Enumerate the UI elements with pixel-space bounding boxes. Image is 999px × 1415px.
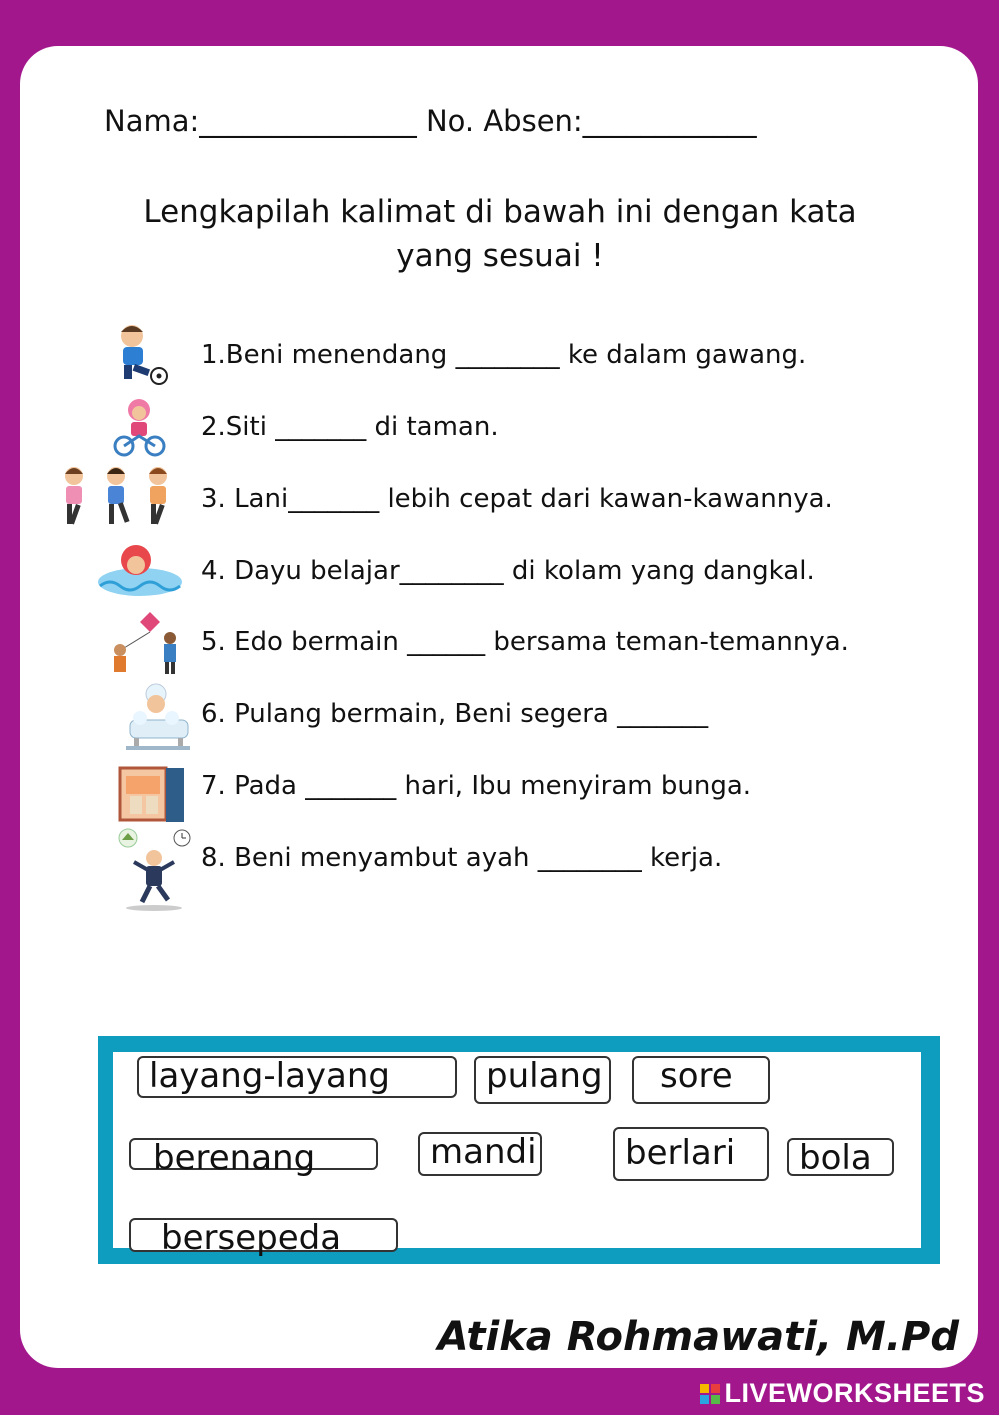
instruction — [90, 190, 910, 278]
question-8: 8. Beni menyambut ayah ________ kerja. — [201, 843, 723, 873]
soccer-boy-icon — [108, 322, 170, 386]
instruction-line-1: Lengkapilah kalimat di bawah ini dengan kata — [143, 194, 857, 230]
word-chip-sore[interactable]: sore — [632, 1056, 770, 1104]
kids-kite-icon — [104, 608, 184, 680]
liveworksheets-logo-icon — [700, 1384, 720, 1404]
father-going-home-icon — [118, 826, 194, 912]
boy-bathing-icon — [126, 682, 192, 756]
question-4: 4. Dayu belajar________ di kolam yang dangkal. — [201, 556, 815, 586]
word-chip-pulang[interactable]: pulang — [474, 1056, 611, 1104]
name-and-absen-line: Nama:_______________ No. Absen:____________ — [104, 104, 757, 138]
window-evening-icon — [118, 766, 186, 824]
word-chip-bola[interactable]: bola — [787, 1138, 894, 1176]
girl-swimming-icon — [96, 538, 184, 600]
word-chip-berenang[interactable]: berenang — [129, 1138, 378, 1170]
word-chip-bersepeda[interactable]: bersepeda — [129, 1218, 398, 1252]
liveworksheets-watermark — [700, 1378, 985, 1409]
question-3: 3. Lani_______ lebih cepat dari kawan-kawannya. — [201, 484, 833, 514]
word-bank-inner — [113, 1052, 921, 1258]
question-6: 6. Pulang bermain, Beni segera _______ — [201, 699, 709, 729]
word-chip-berlari[interactable]: berlari — [613, 1127, 769, 1181]
word-chip-mandi[interactable]: mandi — [418, 1132, 542, 1176]
girl-cycling-icon — [110, 396, 168, 458]
question-2: 2.Siti _______ di taman. — [201, 412, 499, 442]
author-signature: Atika Rohmawati, M.Pd — [437, 1314, 959, 1360]
watermark-text: LIVEWORKSHEETS — [724, 1378, 985, 1408]
question-7: 7. Pada _______ hari, Ibu menyiram bunga. — [201, 771, 752, 801]
word-bank — [98, 1036, 940, 1264]
question-5: 5. Edo bermain ______ bersama teman-temannya. — [201, 627, 849, 657]
question-1: 1.Beni menendang ________ ke dalam gawang. — [201, 340, 807, 370]
word-chip-layang-layang[interactable]: layang-layang — [137, 1056, 457, 1098]
instruction-line-2: yang sesuai ! — [396, 238, 604, 274]
kids-running-icon — [56, 464, 180, 534]
